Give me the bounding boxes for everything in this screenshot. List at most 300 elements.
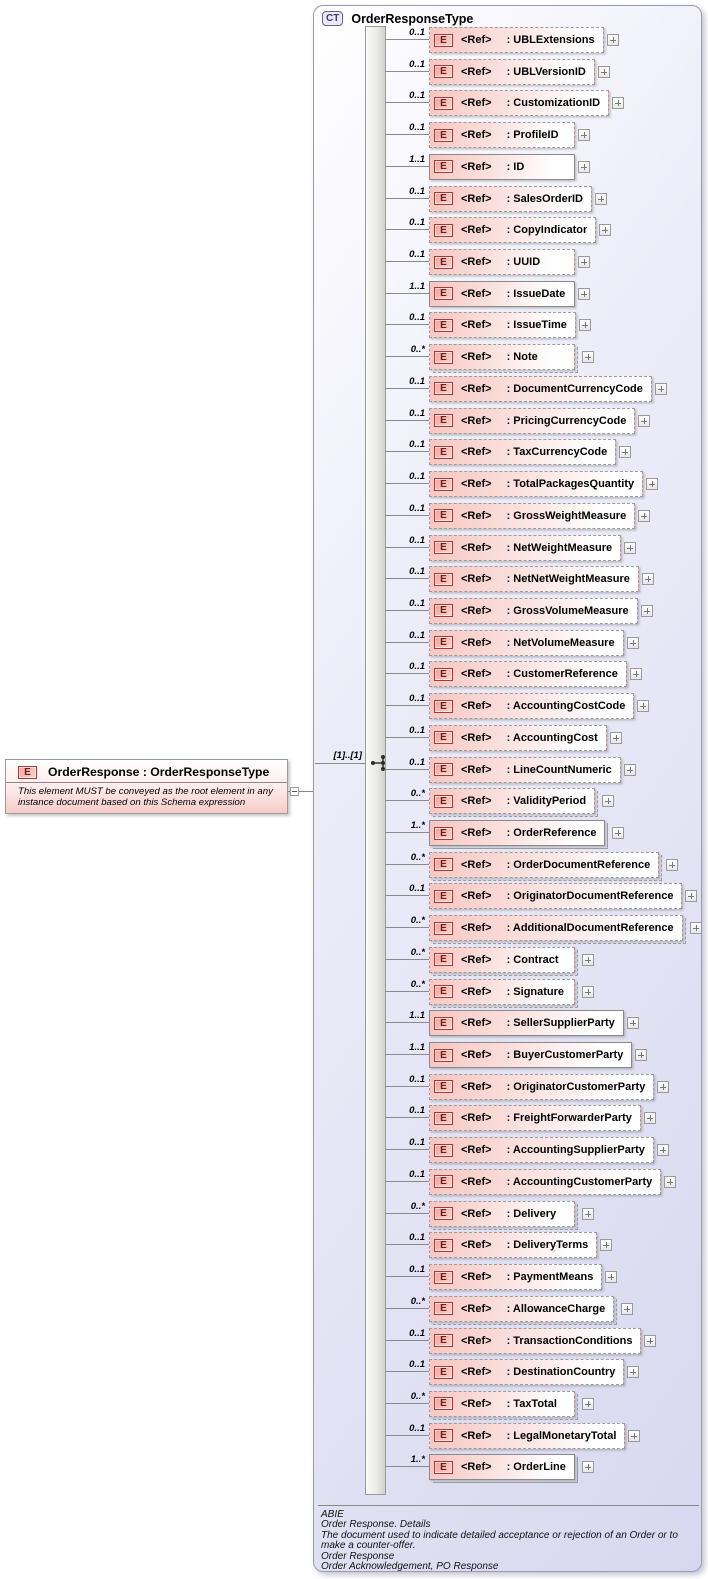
element-name: : BuyerCustomerParty	[506, 1049, 624, 1062]
ref-label: <Ref>	[461, 700, 492, 713]
connector-line	[385, 1022, 430, 1023]
expand-button[interactable]	[627, 637, 639, 649]
connector-line	[385, 1181, 430, 1182]
connector-line	[385, 71, 430, 72]
expand-button[interactable]	[582, 1208, 594, 1220]
element-box[interactable]	[429, 1391, 575, 1417]
connector-line	[385, 1466, 430, 1467]
complex-type-header	[322, 11, 473, 26]
ref-label: <Ref>	[461, 65, 492, 78]
ref-label: <Ref>	[461, 541, 492, 554]
element-box[interactable]	[429, 1328, 641, 1354]
element-name: : UBLExtensions	[506, 34, 595, 46]
minus-icon	[292, 791, 297, 792]
connector-line	[385, 927, 430, 928]
expand-button[interactable]	[644, 1335, 656, 1347]
element-name: : TotalPackagesQuantity	[506, 478, 635, 491]
ref-label: <Ref>	[461, 763, 492, 776]
element-row	[314, 629, 701, 657]
element-box[interactable]	[429, 1137, 654, 1163]
expand-button[interactable]	[627, 1017, 639, 1029]
connector-line	[385, 1117, 430, 1118]
ref-label: <Ref>	[461, 668, 492, 681]
expand-button[interactable]	[595, 193, 607, 205]
connector-line	[385, 198, 430, 199]
element-box[interactable]	[429, 90, 609, 116]
element-box[interactable]	[429, 249, 575, 275]
element-box[interactable]	[429, 1423, 625, 1449]
element-name: : NetWeightMeasure	[506, 541, 613, 554]
element-name: : DocumentCurrencyCode	[506, 382, 643, 395]
cardinality-label: 0..1	[409, 502, 425, 514]
element-box[interactable]	[429, 408, 635, 434]
ref-label: <Ref>	[461, 922, 492, 935]
element-icon: E	[434, 985, 453, 998]
element-box[interactable]	[429, 725, 607, 751]
element-box[interactable]	[429, 788, 595, 814]
element-name: : ValidityPeriod	[506, 795, 587, 808]
cardinality-label: 0..1	[409, 566, 425, 578]
expand-button[interactable]	[605, 1271, 617, 1283]
footer-line: ABIE	[321, 1509, 344, 1520]
expand-button[interactable]	[582, 1398, 594, 1410]
expand-button[interactable]	[612, 97, 624, 109]
element-box[interactable]	[429, 630, 624, 656]
element-row	[314, 502, 701, 530]
element-box[interactable]	[429, 122, 575, 148]
connector-line	[385, 261, 430, 262]
element-row	[314, 851, 701, 879]
element-box[interactable]	[429, 598, 638, 624]
ref-label: <Ref>	[461, 1302, 492, 1315]
element-box[interactable]	[429, 471, 643, 497]
ref-label: <Ref>	[461, 731, 492, 744]
element-row	[314, 407, 701, 435]
element-row	[314, 121, 701, 149]
ref-label: <Ref>	[461, 478, 492, 491]
ref-label: <Ref>	[461, 573, 492, 586]
connector-line	[385, 1276, 430, 1277]
expand-button[interactable]	[600, 1239, 612, 1251]
cardinality-label: 0..1	[409, 629, 425, 641]
element-box[interactable]	[429, 1454, 575, 1480]
element-box[interactable]	[429, 1359, 624, 1385]
element-name: : IssueTime	[506, 319, 567, 332]
cardinality-label: 0..1	[409, 27, 425, 38]
element-row	[314, 1104, 701, 1132]
element-icon: E	[434, 256, 453, 269]
cardinality-label: 0..1	[409, 58, 425, 70]
element-row	[314, 787, 701, 815]
element-icon: E	[434, 1175, 453, 1188]
element-box[interactable]	[429, 883, 682, 909]
cardinality-label: 0..1	[409, 375, 425, 387]
ref-label: <Ref>	[461, 446, 492, 459]
connector-line	[385, 864, 430, 865]
element-name: : LegalMonetaryTotal	[506, 1429, 617, 1442]
ref-label: <Ref>	[461, 985, 492, 998]
cardinality-label: 0..1	[409, 1105, 425, 1117]
complex-type-container	[313, 5, 702, 1572]
element-icon: E	[434, 731, 453, 744]
element-box[interactable]	[429, 503, 635, 529]
expand-button[interactable]	[657, 1144, 669, 1156]
ref-label: <Ref>	[461, 953, 492, 966]
element-row	[314, 882, 701, 910]
connector-line	[385, 451, 430, 452]
cardinality-label: 0..1	[409, 1359, 425, 1371]
element-name: : Delivery	[506, 1207, 557, 1220]
ref-label: <Ref>	[461, 636, 492, 649]
connector-line	[385, 324, 430, 325]
ref-label: <Ref>	[461, 1334, 492, 1347]
expand-button[interactable]	[630, 668, 642, 680]
connector-line	[385, 769, 430, 770]
element-box[interactable]	[429, 820, 605, 846]
element-row	[314, 311, 701, 339]
cardinality-label: 0..1	[409, 724, 425, 736]
element-name: : GrossVolumeMeasure	[506, 604, 629, 617]
expand-button[interactable]	[578, 161, 590, 173]
expand-button[interactable]	[690, 922, 702, 934]
element-row	[314, 248, 701, 276]
ref-label: <Ref>	[461, 858, 492, 871]
element-row	[314, 819, 701, 847]
element-icon: E	[434, 604, 453, 617]
ref-label: <Ref>	[461, 1144, 492, 1157]
cardinality-label: 1..1	[409, 1042, 425, 1054]
element-icon: E	[434, 224, 453, 237]
element-box[interactable]	[429, 217, 596, 243]
expand-button[interactable]	[637, 700, 649, 712]
complex-type-title: OrderResponseType	[351, 11, 474, 26]
expand-button[interactable]	[635, 1049, 647, 1061]
cardinality-label: 0..1	[409, 249, 425, 261]
ref-label: <Ref>	[461, 160, 492, 173]
connector-line	[385, 832, 430, 833]
expand-button[interactable]	[621, 1303, 633, 1315]
expand-button[interactable]	[664, 1176, 676, 1188]
expand-button[interactable]	[627, 1366, 639, 1378]
cardinality-label: 0..1	[409, 534, 425, 546]
element-icon: E	[434, 636, 453, 649]
cardinality-label: 0..*	[410, 1200, 425, 1212]
element-icon: E	[434, 1112, 453, 1125]
expand-button[interactable]	[582, 986, 594, 998]
ref-label: <Ref>	[461, 1429, 492, 1442]
element-row	[314, 660, 701, 688]
connector-line	[385, 705, 430, 706]
ref-label: <Ref>	[461, 1366, 492, 1379]
connector-line	[385, 166, 430, 167]
connector-line	[385, 1149, 430, 1150]
expand-button[interactable]	[582, 954, 594, 966]
cardinality-label: 0..*	[410, 1390, 425, 1402]
element-box[interactable]	[429, 535, 621, 561]
ref-label: <Ref>	[461, 890, 492, 903]
element-icon: E	[434, 1302, 453, 1315]
cardinality-label: 0..1	[409, 1073, 425, 1085]
element-box[interactable]	[429, 1169, 661, 1195]
element-box[interactable]	[429, 979, 575, 1005]
element-name: : AccountingCustomerParty	[506, 1175, 653, 1188]
ref-label: <Ref>	[461, 287, 492, 300]
cardinality-label: 1..*	[410, 1454, 425, 1466]
expand-button[interactable]	[641, 605, 653, 617]
element-box[interactable]	[429, 281, 575, 307]
root-element-description: This element MUST be conveyed as the root element in any instance document based on this Schema expression	[18, 786, 273, 808]
element-icon: E	[434, 1461, 453, 1474]
footer-line: The document used to indicate detailed acceptance or rejection of an Order or to make a counter-offer.	[321, 1529, 678, 1552]
element-box[interactable]	[429, 1074, 654, 1100]
root-element-box[interactable]	[5, 759, 288, 814]
expand-button[interactable]	[624, 542, 636, 554]
element-box[interactable]	[429, 1232, 597, 1258]
element-box[interactable]	[429, 1010, 624, 1036]
element-row	[314, 1231, 701, 1259]
element-icon: E	[434, 953, 453, 966]
element-row	[314, 1422, 701, 1450]
element-box[interactable]	[429, 376, 652, 402]
connector-line	[385, 134, 430, 135]
element-icon: E	[434, 573, 453, 586]
connector-line	[385, 483, 430, 484]
sequence-cardinality: [1]..[1]	[333, 750, 362, 761]
expand-button[interactable]	[666, 859, 678, 871]
cardinality-label: 0..1	[409, 407, 425, 419]
connector-line	[385, 1086, 430, 1087]
cardinality-label: 0..1	[409, 597, 425, 609]
element-icon: E	[434, 1080, 453, 1093]
element-name: : AccountingSupplierParty	[506, 1144, 645, 1157]
element-name: : DestinationCountry	[506, 1366, 616, 1379]
ref-label: <Ref>	[461, 1207, 492, 1220]
connector-line	[385, 356, 430, 357]
complex-type-icon: CT	[322, 11, 343, 26]
element-name: : UUID	[506, 256, 541, 269]
expand-button[interactable]	[610, 732, 622, 744]
element-box[interactable]	[429, 1296, 614, 1322]
element-name: : GrossWeightMeasure	[506, 509, 627, 522]
element-name: : Signature	[506, 985, 565, 998]
expand-button[interactable]	[644, 1112, 656, 1124]
cardinality-label: 0..1	[409, 661, 425, 673]
element-icon: E	[434, 319, 453, 332]
element-row	[314, 597, 701, 625]
element-name: : NetNetWeightMeasure	[506, 573, 630, 586]
cardinality-label: 1..*	[410, 820, 425, 831]
element-row	[314, 1295, 701, 1323]
expand-button[interactable]	[579, 319, 591, 331]
element-icon: E	[434, 97, 453, 110]
footer-line: Order Acknowledgement, PO Response	[321, 1561, 499, 1573]
cardinality-label: 0..1	[409, 312, 425, 324]
element-box[interactable]	[429, 1042, 632, 1068]
element-icon: E	[434, 1017, 453, 1030]
element-box[interactable]	[429, 947, 575, 973]
cardinality-label: 0..1	[409, 1327, 425, 1339]
connector-line	[385, 229, 430, 230]
element-row	[314, 58, 701, 86]
connector-line	[385, 578, 430, 579]
expand-button[interactable]	[599, 224, 611, 236]
element-icon: E	[434, 1334, 453, 1347]
element-row	[314, 565, 701, 593]
connector-line	[385, 1308, 430, 1309]
element-row	[314, 1073, 701, 1101]
cardinality-label: 0..1	[409, 471, 425, 483]
collapse-toggle[interactable]	[290, 787, 299, 796]
element-name: : AdditionalDocumentReference	[506, 922, 674, 935]
element-row	[314, 914, 701, 942]
cardinality-label: 0..*	[410, 1295, 425, 1307]
expand-button[interactable]	[685, 890, 697, 902]
expand-button[interactable]	[578, 288, 590, 300]
element-box[interactable]	[429, 1264, 602, 1290]
element-row	[314, 26, 701, 54]
cardinality-label: 0..*	[410, 851, 425, 863]
element-box[interactable]	[429, 661, 627, 687]
cardinality-label: 0..*	[410, 978, 425, 990]
element-name: : ProfileID	[506, 129, 559, 142]
expand-button[interactable]	[598, 66, 610, 78]
connector-line	[385, 1244, 430, 1245]
element-icon: E	[434, 1049, 453, 1062]
cardinality-label: 0..1	[409, 217, 425, 229]
element-icon: E	[434, 1397, 453, 1410]
element-row	[314, 185, 701, 213]
element-row	[314, 724, 701, 752]
element-box[interactable]	[429, 439, 616, 465]
element-box[interactable]	[429, 915, 683, 941]
element-box[interactable]	[429, 59, 595, 85]
ref-label: <Ref>	[461, 509, 492, 522]
ref-label: <Ref>	[461, 319, 492, 332]
element-icon: E	[434, 446, 453, 459]
element-name: : NetVolumeMeasure	[506, 636, 615, 649]
element-icon: E	[434, 1207, 453, 1220]
element-name: : CustomizationID	[506, 97, 601, 110]
connector-line	[385, 420, 430, 421]
expand-button[interactable]	[612, 827, 624, 839]
element-box[interactable]	[429, 154, 575, 180]
element-box[interactable]	[429, 757, 621, 783]
element-row	[314, 1390, 701, 1418]
element-box[interactable]	[429, 344, 575, 370]
element-name: : CopyIndicator	[506, 224, 588, 237]
ref-label: <Ref>	[461, 192, 492, 205]
ref-label: <Ref>	[461, 604, 492, 617]
cardinality-label: 0..*	[410, 788, 425, 800]
expand-button[interactable]	[638, 510, 650, 522]
connector-line	[385, 1435, 430, 1436]
ref-label: <Ref>	[461, 351, 492, 364]
element-name: : TaxCurrencyCode	[506, 446, 608, 459]
ref-label: <Ref>	[461, 1017, 492, 1030]
element-icon: E	[434, 351, 453, 364]
element-row	[314, 1327, 701, 1355]
element-name: : OrderLine	[506, 1461, 566, 1474]
expand-button[interactable]	[607, 34, 619, 46]
element-icon: E	[434, 287, 453, 300]
connector-line	[385, 895, 430, 896]
expand-button[interactable]	[578, 129, 590, 141]
connector-line	[385, 673, 430, 674]
expand-button[interactable]	[624, 764, 636, 776]
element-icon: E	[434, 382, 453, 395]
expand-button[interactable]	[619, 446, 631, 458]
root-element-title: OrderResponse : OrderResponseType	[48, 765, 270, 779]
element-row	[314, 1453, 701, 1481]
element-box[interactable]	[429, 186, 592, 212]
ref-label: <Ref>	[461, 1175, 492, 1188]
element-box[interactable]	[429, 566, 639, 592]
element-name: : IssueDate	[506, 287, 566, 300]
cardinality-label: 0..1	[409, 439, 425, 451]
element-box[interactable]	[429, 27, 604, 53]
element-icon: E	[434, 34, 453, 47]
element-row	[314, 756, 701, 784]
cardinality-label: 0..*	[410, 915, 425, 927]
cardinality-label: 0..1	[409, 1264, 425, 1276]
element-box[interactable]	[429, 693, 634, 719]
element-icon: E	[434, 160, 453, 173]
expand-button[interactable]	[642, 573, 654, 585]
element-box[interactable]	[429, 1105, 641, 1131]
element-rows	[314, 26, 701, 1474]
element-icon: E	[434, 1271, 453, 1284]
expand-button[interactable]	[655, 383, 667, 395]
ref-label: <Ref>	[461, 1112, 492, 1125]
ref-label: <Ref>	[461, 1080, 492, 1093]
element-icon: E	[434, 795, 453, 808]
element-name: : DeliveryTerms	[506, 1239, 589, 1252]
expand-button[interactable]	[582, 1461, 594, 1473]
connector-line	[385, 642, 430, 643]
element-row	[314, 280, 701, 308]
element-icon: E	[434, 922, 453, 935]
element-row	[314, 216, 701, 244]
element-name: : CustomerReference	[506, 668, 618, 681]
element-icon: E	[434, 1366, 453, 1379]
element-box[interactable]	[429, 852, 659, 878]
connector-line	[385, 1054, 430, 1055]
expand-button[interactable]	[646, 478, 658, 490]
expand-button[interactable]	[582, 351, 594, 363]
ref-label: <Ref>	[461, 382, 492, 395]
expand-button[interactable]	[602, 795, 614, 807]
ref-label: <Ref>	[461, 224, 492, 237]
expand-button[interactable]	[628, 1430, 640, 1442]
element-icon: E	[434, 65, 453, 78]
element-box[interactable]	[429, 312, 576, 338]
element-row	[314, 375, 701, 403]
connector-line	[385, 991, 430, 992]
element-name: : TaxTotal	[506, 1397, 557, 1410]
element-icon: E	[434, 890, 453, 903]
expand-button[interactable]	[638, 415, 650, 427]
element-icon: E	[434, 478, 453, 491]
connector-line	[385, 515, 430, 516]
ref-label: <Ref>	[461, 129, 492, 142]
footer-line: Order Response. Details	[321, 1519, 431, 1531]
expand-button[interactable]	[578, 256, 590, 268]
element-icon: E	[18, 766, 37, 779]
expand-button[interactable]	[657, 1081, 669, 1093]
element-icon: E	[434, 668, 453, 681]
element-box[interactable]	[429, 1201, 575, 1227]
element-row	[314, 1263, 701, 1291]
